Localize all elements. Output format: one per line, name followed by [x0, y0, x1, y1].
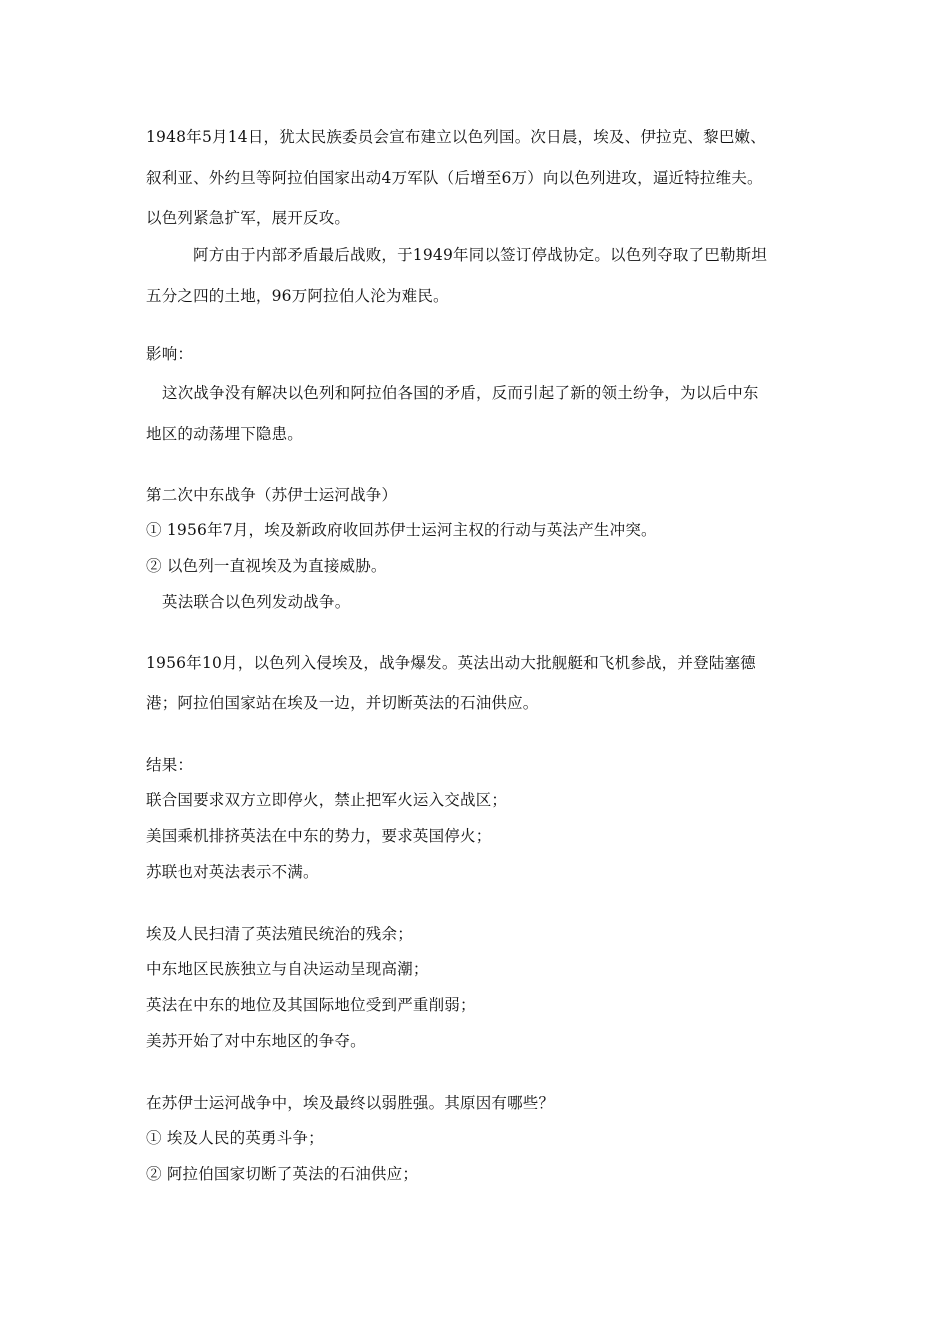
- effect-item-3: 英法在中东的地位及其国际地位受到严重削弱；: [146, 996, 476, 1014]
- paragraph-outbreak-line-1: 1956年10月，以色列入侵埃及，战争爆发。英法出动大批舰艇和飞机参战，并登陆塞德: [146, 654, 756, 672]
- second-war-heading: 第二次中东战争（苏伊士运河战争）: [146, 486, 398, 504]
- cause-item-2: ② 以色列一直视埃及为直接威胁。: [146, 557, 387, 575]
- paragraph-founding-line-3: 以色列紧急扩军，展开反攻。: [146, 209, 351, 227]
- cause-item-3: 英法联合以色列发动战争。: [162, 593, 351, 611]
- question: 在苏伊士运河战争中，埃及最终以弱胜强。其原因有哪些？: [146, 1094, 555, 1112]
- paragraph-outbreak-line-2: 港；阿拉伯国家站在埃及一边，并切断英法的石油供应。: [146, 694, 539, 712]
- paragraph-outcome-line-1: 阿方由于内部矛盾最后战败，于1949年同以签订停战协定。以色列夺取了巴勒斯坦: [193, 246, 768, 264]
- result-item-1: 联合国要求双方立即停火，禁止把军火运入交战区；: [146, 791, 508, 809]
- paragraph-impact-line-1: 这次战争没有解决以色列和阿拉伯各国的矛盾，反而引起了新的领土纷争，为以后中东: [162, 384, 759, 402]
- result-heading: 结果：: [146, 756, 194, 774]
- paragraph-impact-line-2: 地区的动荡埋下隐患。: [146, 425, 304, 443]
- reason-item-1: ① 埃及人民的英勇斗争；: [146, 1129, 324, 1147]
- result-item-3: 苏联也对英法表示不满。: [146, 863, 319, 881]
- cause-item-1: ① 1956年7月，埃及新政府收回苏伊士运河主权的行动与英法产生冲突。: [146, 521, 657, 539]
- impact-heading: 影响：: [146, 345, 194, 363]
- effect-item-4: 美苏开始了对中东地区的争夺。: [146, 1032, 366, 1050]
- paragraph-outcome-line-2: 五分之四的土地，96万阿拉伯人沦为难民。: [146, 287, 449, 305]
- effect-item-2: 中东地区民族独立与自决运动呈现高潮；: [146, 960, 429, 978]
- result-item-2: 美国乘机排挤英法在中东的势力，要求英国停火；: [146, 827, 492, 845]
- paragraph-founding-line-1: 1948年5月14日，犹太民族委员会宣布建立以色列国。次日晨，埃及、伊拉克、黎巴嫩、: [146, 128, 766, 146]
- paragraph-founding-line-2: 叙利亚、外约旦等阿拉伯国家出动4万军队（后增至6万）向以色列进攻，逼近特拉维夫。: [146, 169, 763, 187]
- reason-item-2: ② 阿拉伯国家切断了英法的石油供应；: [146, 1165, 419, 1183]
- effect-item-1: 埃及人民扫清了英法殖民统治的残余；: [146, 925, 413, 943]
